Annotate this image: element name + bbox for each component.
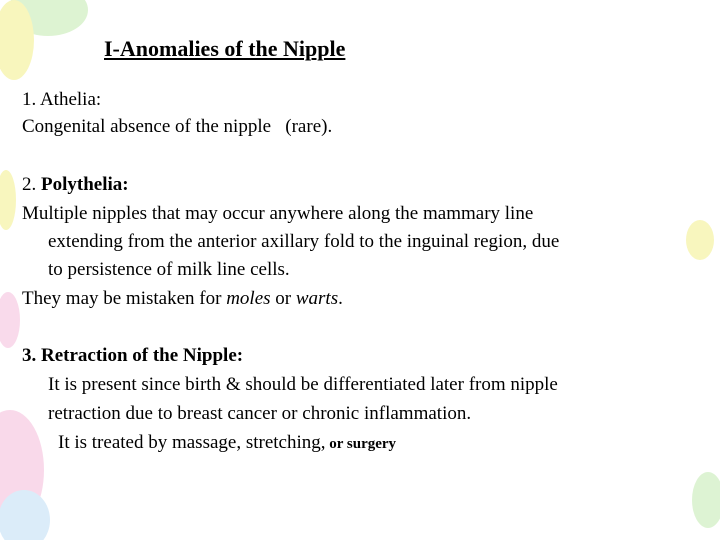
last-line-tail: or surgery bbox=[325, 436, 397, 452]
note-term-warts: warts bbox=[295, 288, 339, 309]
section-heading-text: Retraction of the Nipple: bbox=[41, 345, 244, 366]
section-1-text: Congenital absence of the nipple (rare). bbox=[22, 116, 333, 137]
note-middle: or bbox=[270, 288, 296, 309]
note-suffix: . bbox=[338, 288, 343, 309]
section-3-line-1: It is present since birth & should be differentiated later from nipple bbox=[48, 374, 558, 395]
section-2-heading bbox=[22, 173, 129, 197]
note-prefix: They may be mistaken for bbox=[22, 288, 227, 309]
section-3-line-3 bbox=[58, 431, 396, 456]
section-number: 3. bbox=[22, 345, 37, 366]
section-3-line-2: retraction due to breast cancer or chronic inflammation. bbox=[48, 403, 472, 424]
last-line-main: It is treated by massage, stretching, bbox=[58, 432, 326, 453]
section-heading-text: Polythelia: bbox=[41, 174, 129, 195]
note-term-moles: moles bbox=[226, 288, 271, 309]
section-1-heading bbox=[22, 88, 101, 112]
section-number: 2. bbox=[22, 174, 37, 195]
section-number: 1. bbox=[22, 89, 37, 110]
section-2-line-1: Multiple nipples that may occur anywhere along the mammary line bbox=[22, 203, 534, 224]
section-3-heading bbox=[22, 344, 243, 368]
section-2-line-2: extending from the anterior axillary fold to the inguinal region, due bbox=[48, 231, 560, 252]
section-2-line-3: to persistence of milk line cells. bbox=[48, 259, 290, 280]
section-2-note bbox=[22, 287, 343, 311]
slide-title: I-Anomalies of the Nipple bbox=[104, 36, 346, 61]
section-heading-text: Athelia: bbox=[39, 89, 102, 110]
